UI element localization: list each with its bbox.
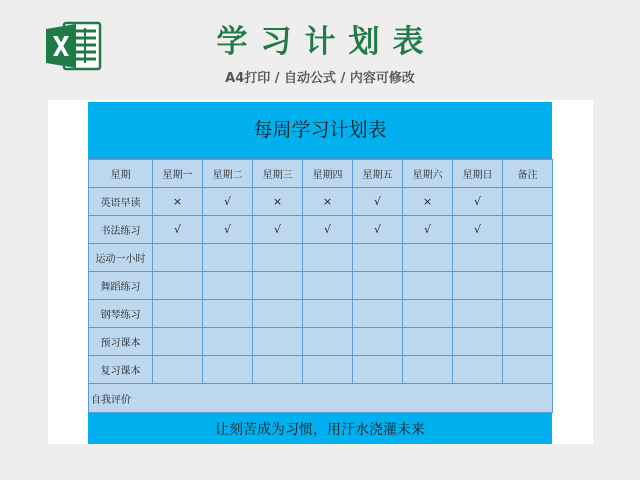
table-cell[interactable] [403,356,453,384]
row-label[interactable]: 书法练习 [89,216,153,244]
row-label[interactable]: 复习课本 [89,356,153,384]
weekly-plan-table [88,102,552,444]
notes-cell[interactable] [503,300,553,328]
table-cell[interactable] [353,272,403,300]
table-cell[interactable]: √ [203,188,253,216]
table-cell[interactable] [203,300,253,328]
table-cell[interactable] [253,356,303,384]
column-header[interactable]: 星期 [89,160,153,188]
table-cell[interactable] [303,300,353,328]
table-cell[interactable] [403,300,453,328]
table-cell[interactable] [203,244,253,272]
column-header[interactable]: 星期四 [303,160,353,188]
spreadsheet-sheet [48,100,593,444]
table-cell[interactable] [403,328,453,356]
table-cell[interactable]: × [403,188,453,216]
table-cell[interactable] [153,328,203,356]
table-cell[interactable]: √ [353,216,403,244]
table-row [89,300,553,328]
notes-cell[interactable] [503,272,553,300]
table-cell[interactable] [453,272,503,300]
table-cell[interactable]: × [153,188,203,216]
table-cell[interactable] [303,356,353,384]
table-row [89,244,553,272]
column-header[interactable]: 星期三 [253,160,303,188]
table-row [89,216,553,244]
table-cell[interactable] [353,300,403,328]
table-cell[interactable] [453,244,503,272]
column-header[interactable]: 星期六 [403,160,453,188]
row-label[interactable]: 舞蹈练习 [89,272,153,300]
table-cell[interactable]: √ [453,188,503,216]
table-cell[interactable] [253,328,303,356]
table-row [89,328,553,356]
column-header[interactable]: 星期日 [453,160,503,188]
table-cell[interactable]: √ [353,188,403,216]
column-header[interactable]: 备注 [503,160,553,188]
column-header[interactable]: 星期一 [153,160,203,188]
row-label[interactable]: 英语早读 [89,188,153,216]
table-cell[interactable]: √ [153,216,203,244]
notes-cell[interactable] [503,328,553,356]
table-footer-motto: 让刻苦成为习惯，用汗水浇灌未来 [88,413,552,444]
table-cell[interactable] [353,244,403,272]
table-row [89,272,553,300]
notes-cell[interactable] [503,216,553,244]
self-evaluation-row [89,384,553,413]
table-cell[interactable] [153,300,203,328]
table-row [89,356,553,384]
table-cell[interactable] [353,356,403,384]
table-cell[interactable] [303,244,353,272]
self-evaluation-cell[interactable]: 自我评价 [89,384,553,413]
row-label[interactable]: 预习课本 [89,328,153,356]
table-cell[interactable] [203,356,253,384]
notes-cell[interactable] [503,188,553,216]
column-header[interactable]: 星期二 [203,160,253,188]
table-cell[interactable] [353,328,403,356]
notes-cell[interactable] [503,356,553,384]
table-cell[interactable] [153,356,203,384]
table-cell[interactable] [403,244,453,272]
table-cell[interactable] [303,328,353,356]
table-cell[interactable] [153,244,203,272]
table-cell[interactable] [203,272,253,300]
table-cell[interactable]: × [253,188,303,216]
table-cell[interactable] [253,244,303,272]
table-cell[interactable]: √ [253,216,303,244]
table-cell[interactable] [203,328,253,356]
table-cell[interactable]: √ [203,216,253,244]
row-label[interactable]: 运动一小时 [89,244,153,272]
table-cell[interactable] [403,272,453,300]
table-cell[interactable]: √ [453,216,503,244]
row-label[interactable]: 钢琴练习 [89,300,153,328]
table-cell[interactable] [453,328,503,356]
table-row [89,188,553,216]
table-cell[interactable] [253,272,303,300]
table-title: 每周学习计划表 [88,102,552,159]
page-subtitle: A4打印 / 自动公式 / 内容可修改 [225,71,415,86]
table-cell[interactable] [453,300,503,328]
table-cell[interactable] [253,300,303,328]
plan-grid [88,159,553,413]
header-row [89,160,553,188]
notes-cell[interactable] [503,244,553,272]
table-cell[interactable]: √ [303,216,353,244]
column-header[interactable]: 星期五 [353,160,403,188]
table-cell[interactable] [303,272,353,300]
table-cell[interactable]: √ [403,216,453,244]
table-cell[interactable]: × [303,188,353,216]
table-cell[interactable] [153,272,203,300]
page-title: 学习计划表 [216,24,437,60]
table-cell[interactable] [453,356,503,384]
